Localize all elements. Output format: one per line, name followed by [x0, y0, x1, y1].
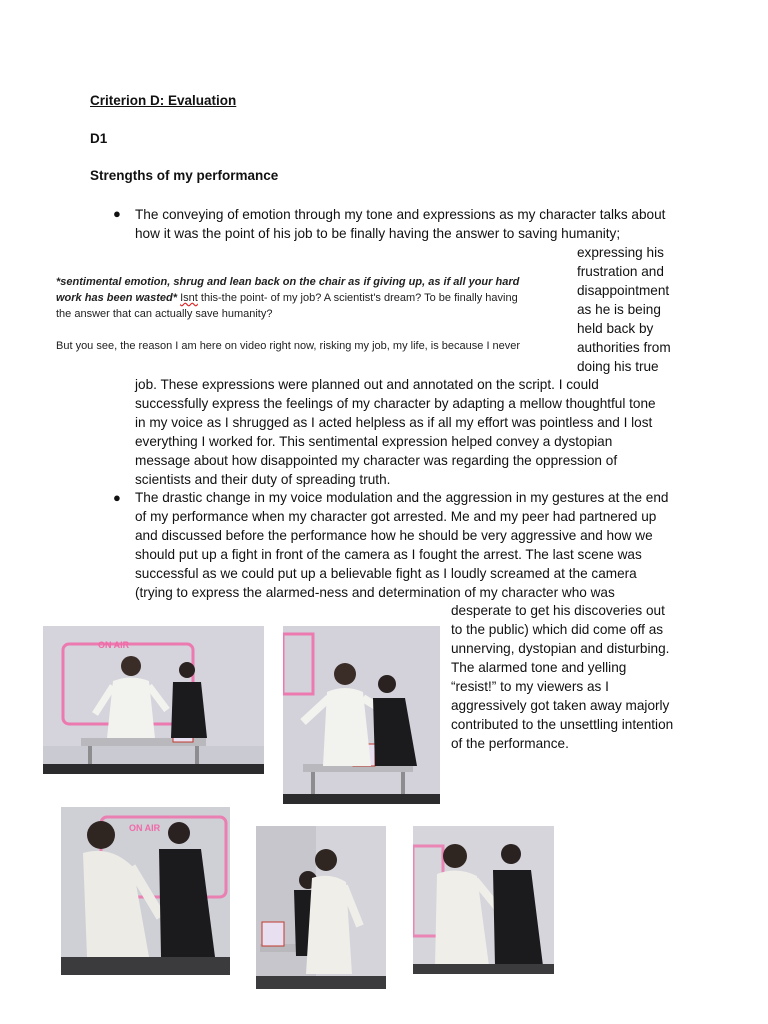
para-line: of my performance when my character got arrested. Me and my peer had partnered up — [135, 509, 657, 524]
bullet1-continuation — [135, 375, 695, 489]
misspelled-word: Isnt — [180, 292, 198, 304]
on-air-sign: ON AIR — [98, 640, 130, 650]
performance-photo-1 — [43, 626, 264, 774]
strengths-heading: Strengths of my performance — [90, 168, 279, 183]
para-line: successful as we could put up a believable fight as I loudly screamed at the camera — [135, 566, 637, 581]
side-line: unnerving, dystopian and disturbing. — [451, 641, 670, 656]
bullet-marker: ● — [113, 490, 121, 505]
para-line: job. These expressions were planned out and annotated on the script. I could — [135, 377, 599, 392]
para-line: should put up a fight in front of the camera as I fought the arrest. The last scene was — [135, 547, 642, 562]
performance-photo-4 — [256, 826, 386, 989]
side-line: authorities from — [577, 340, 671, 355]
stage-direction-line1: *sentimental emotion, shrug and lean back on the chair as if giving up, as if all your hard — [56, 276, 520, 288]
side-line: frustration and — [577, 264, 664, 279]
script-excerpt — [56, 274, 556, 354]
bullet-marker: ● — [113, 206, 121, 221]
side-line: to the public) which did come off as — [451, 622, 664, 637]
para-line: everything I worked for. This sentimental expression helped convey a dystopian — [135, 434, 613, 449]
sub-heading: D1 — [90, 131, 108, 146]
para-line: scientists and their duty of spreading truth. — [135, 472, 391, 487]
script-line4: But you see, the reason I am here on video right now, risking my job, my life, is because I never — [56, 340, 521, 352]
para-line: successfully express the feelings of my character by adapting a mellow thoughtful tone — [135, 396, 656, 411]
bullet1-line1: The conveying of emotion through my tone and expressions as my character talks about — [135, 207, 666, 222]
side-line: contributed to the unsettling intention — [451, 717, 674, 732]
performance-photo-2 — [283, 626, 440, 804]
performance-photo-5 — [413, 826, 554, 974]
performance-photo-3 — [61, 807, 230, 975]
side-line: expressing his — [577, 245, 664, 260]
on-air-sign: ON AIR — [129, 823, 161, 833]
side-line: aggressively got taken away majorly — [451, 698, 670, 713]
side-line: The alarmed tone and yelling — [451, 660, 627, 675]
para-line: message about how disappointed my character was regarding the oppression of — [135, 453, 618, 468]
section-title: Criterion D: Evaluation — [90, 93, 237, 108]
para-line: (trying to express the alarmed-ness and determination of my character who was — [135, 585, 615, 600]
side-line: of the performance. — [451, 736, 569, 751]
side-line: “resist!” to my viewers as I — [451, 679, 609, 694]
bullet2-text — [135, 488, 705, 602]
bullet1-line2: how it was the point of his job to be finally having the answer to saving humanity; — [135, 226, 621, 241]
side-line: held back by — [577, 321, 654, 336]
side-line: doing his true — [577, 359, 659, 374]
bullet1-side-text — [577, 243, 717, 376]
para-line: in my voice as I shrugged as I acted helpless as if all my effort was pointless and I lost — [135, 415, 653, 430]
para-line: and discussed before the performance how he should be very aggressive and how we — [135, 528, 653, 543]
bullet2-side-text — [451, 601, 711, 753]
side-line: desperate to get his discoveries out — [451, 603, 665, 618]
script-line3: the answer that can actually save humanity? — [56, 308, 273, 320]
side-line: disappointment — [577, 283, 670, 298]
side-line: as he is being — [577, 302, 661, 317]
stage-direction-line2: work has been wasted* — [56, 292, 178, 304]
para-line: The drastic change in my voice modulation and the aggression in my gestures at the end — [135, 490, 669, 505]
script-line2-rest: this-the point- of my job? A scientist's dream? To be finally having — [197, 292, 518, 304]
